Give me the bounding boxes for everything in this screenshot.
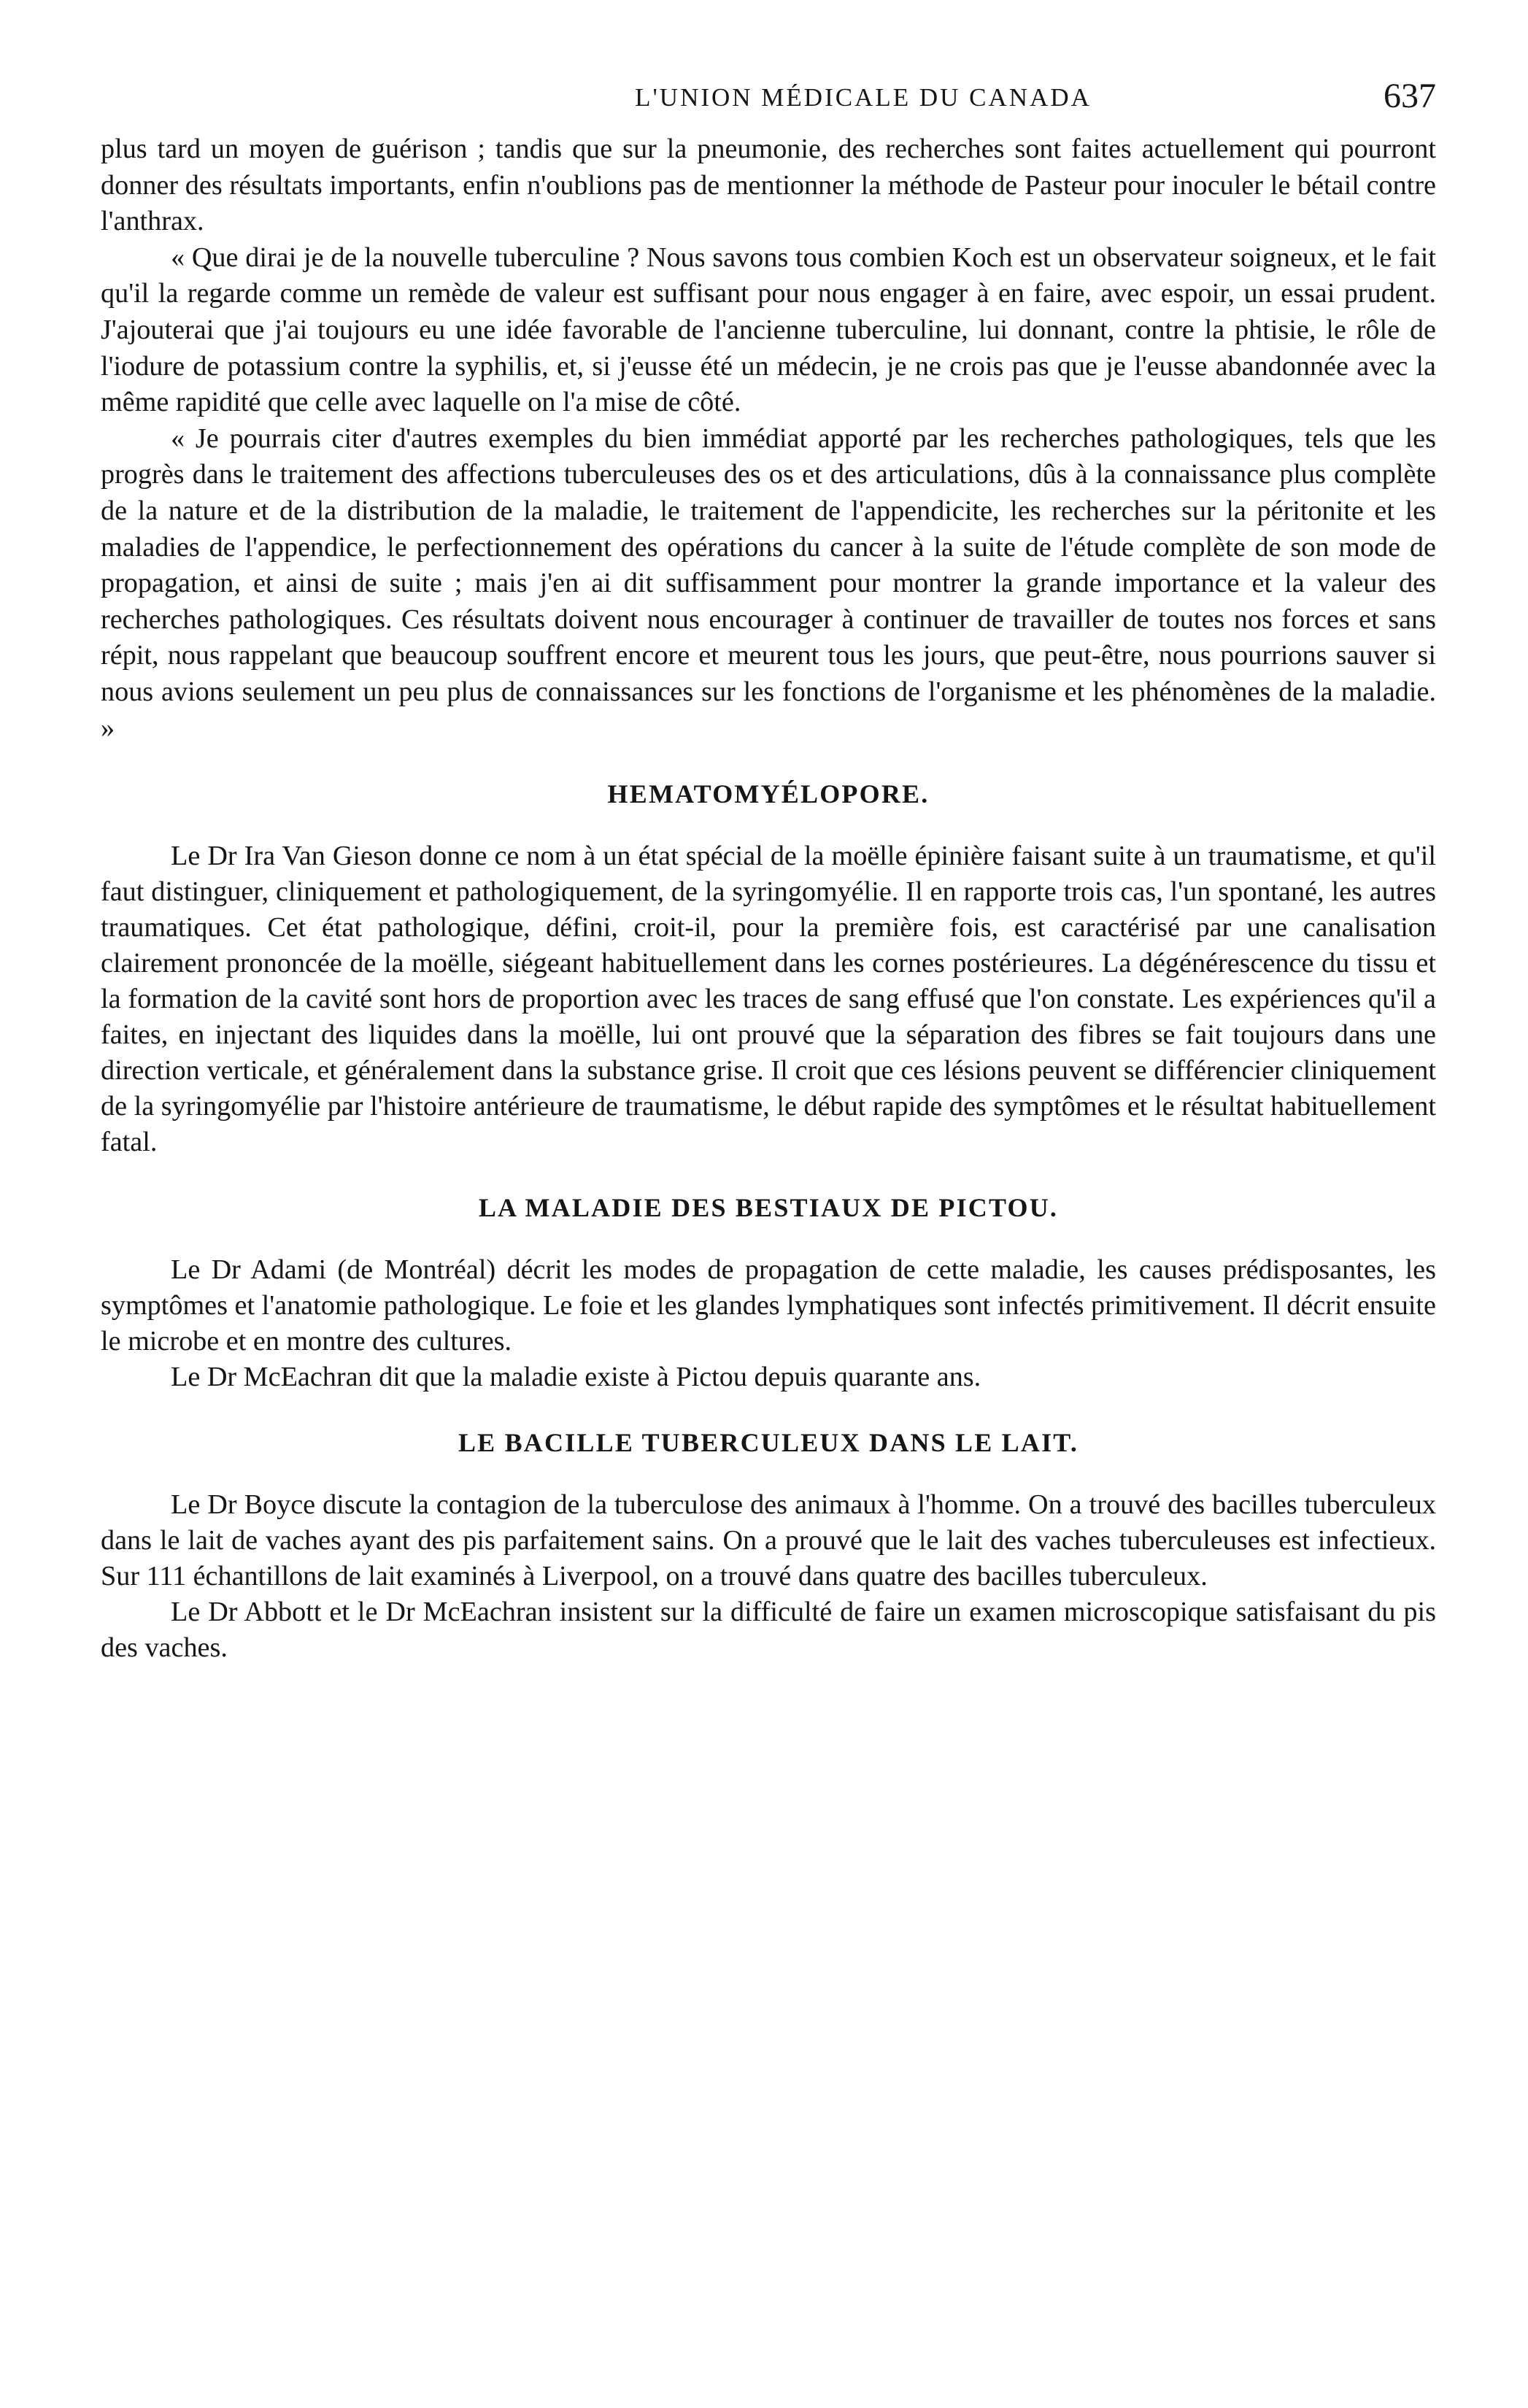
paragraph: Le Dr Abbott et le Dr McEachran insistent sur la difficulté de faire un examen microscopique satisfaisant du pis des vaches. <box>101 1597 1436 1664</box>
section-continuation <box>101 131 1436 746</box>
page-number: 637 <box>1384 77 1436 115</box>
paragraph: Le Dr McEachran dit que la maladie existe à Pictou depuis quarante ans. <box>171 1362 981 1393</box>
paragraph: Le Dr Adami (de Montréal) décrit les modes de propagation de cette maladie, les causes prédisposantes, les symptômes et l'anatomie pathologique. Le foie et les glandes lymphatiques sont infectés primitivement. Il décrit ensuite le microbe et en montre des cultures. <box>101 1254 1436 1357</box>
journal-title: L'UNION MÉDICALE DU CANADA <box>635 83 1092 112</box>
paragraph: Le Dr Ira Van Gieson donne ce nom à un état spécial de la moëlle épinière faisant suite à un traumatisme, et qu'il faut distinguer, cliniquement et pathologiquement, de la syringomyélie. Il en rapporte trois cas, l'un spontané, les autres traumatiques. Cet état pathologique, défini, croit-il, pour la première fois, est caractérisé par une canalisation clairement prononcée de la moëlle, siégeant habituellement dans les cornes postérieures. La dégénérescence du tissu et la formation de la cavité sont hors de proportion avec les traces de sang effusé que l'on constate. Les expériences qu'il a faites, en injectant des liquides dans la moëlle, lui ont prouvé que la séparation des fibres se fait toujours dans une direction verticale, et généralement dans la substance grise. Il croit que ces lésions peuvent se différencier cliniquement de la syringomyélie par l'histoire antérieure de traumatisme, le début rapide des symptômes et le résultat habituellement fatal. <box>101 841 1436 1158</box>
paragraph: Le Dr Boyce discute la contagion de la tuberculose des animaux à l'homme. On a trouvé des bacilles tuberculeux dans le lait de vaches ayant des pis parfaitement sains. On a prouvé que le lait des vaches tuberculeuses est infectieux. Sur 111 échantillons de lait examinés à Liverpool, on a trouvé dans quatre des bacilles tuberculeux. <box>101 1489 1436 1592</box>
paragraph: « Je pourrais citer d'autres exemples du bien immédiat apporté par les recherches pathologiques, tels que les progrès dans le traitement des affections tuberculeuses des os et des articulations, dûs à la connaissance plus complète de la nature et de la distribution de la maladie, le traitement de l'appendicite, les recherches sur la péritonite et les maladies de l'appendice, le perfectionnement des opérations du cancer à la suite de l'étude complète de son mode de propagation, et ainsi de suite ; mais j'en ai dit suffisamment pour montrer la grande importance et la valeur des recherches pathologiques. Ces résultats doivent nous encourager à continuer de travailler de toutes nos forces et sans répit, nous rappelant que beaucoup souffrent encore et meurent tous les jours, que peut-être, nous pourrions sauver si nous avions seulement un peu plus de connaissances sur les fonctions de l'organisme et les phénomènes de la maladie. » <box>101 422 1436 744</box>
section-heading: LA MALADIE DES BESTIAUX DE PICTOU. <box>478 1193 1059 1223</box>
section-maladie-pictou <box>101 1192 1436 1395</box>
running-header <box>101 67 1436 126</box>
section-bacille-lait <box>101 1427 1436 1666</box>
document-page <box>101 67 1436 1666</box>
paragraph: « Que dirai je de la nouvelle tuberculine ? Nous savons tous combien Koch est un observateur soigneux, et le fait qu'il la regarde comme un remède de valeur est suffisant pour nous engager à en faire, avec espoir, un essai prudent. J'ajouterai que j'ai toujours eu une idée favorable de l'ancienne tuberculine, lui donnant, contre la phtisie, le rôle de l'iodure de potassium contre la syphilis, et, si j'eusse été un médecin, je ne crois pas que je l'eusse abandonnée avec la même rapidité que celle avec laquelle on l'a mise de côté. <box>101 242 1436 418</box>
section-heading: LE BACILLE TUBERCULEUX DANS LE LAIT. <box>458 1428 1079 1458</box>
section-hematomyelopore <box>101 779 1436 1160</box>
section-heading: HEMATOMYÉLOPORE. <box>607 779 930 809</box>
paragraph: plus tard un moyen de guérison ; tandis que sur la pneumonie, des recherches sont faites actuellement qui pourront donner des résultats importants, enfin n'oublions pas de mentionner la méthode de Pasteur pour inoculer le bétail contre l'anthrax. <box>101 134 1436 237</box>
